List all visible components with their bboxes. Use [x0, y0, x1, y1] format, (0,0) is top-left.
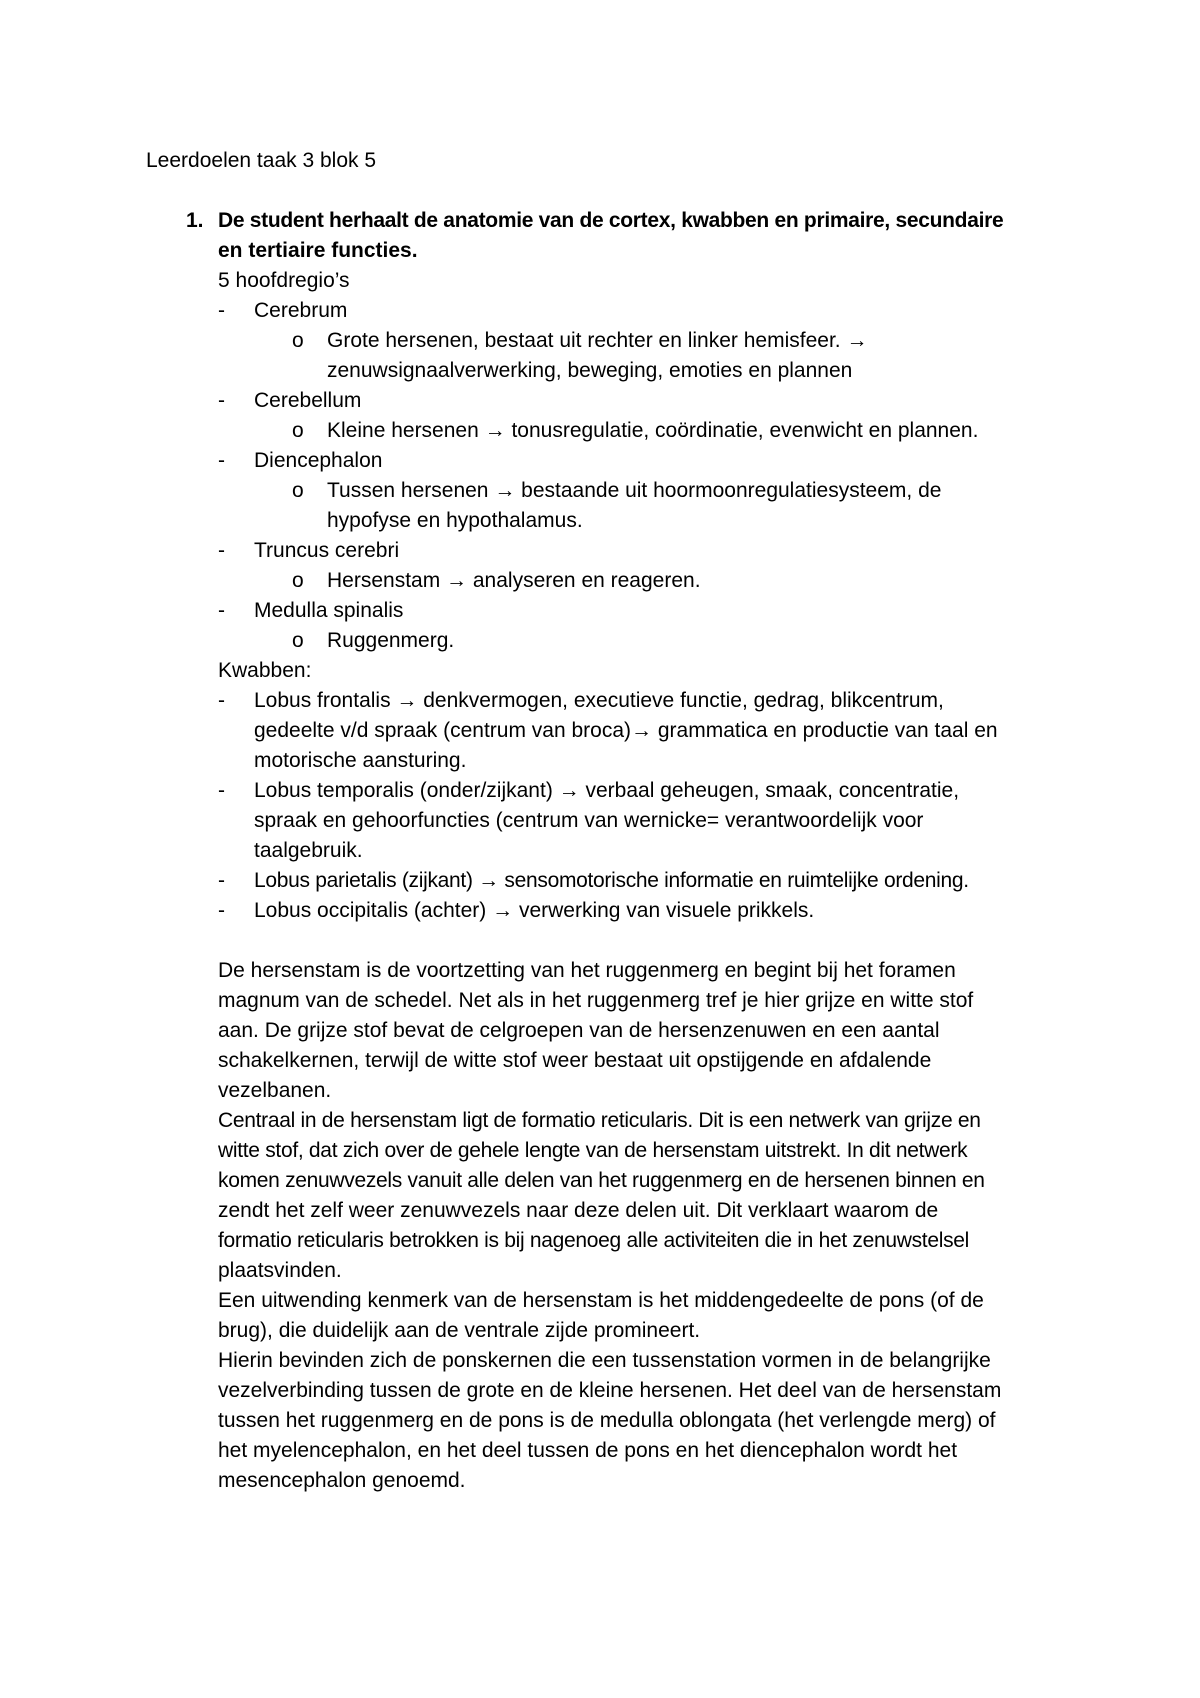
dash-bullet: - — [218, 389, 225, 412]
paragraph-line: zendt het zelf weer zenuwvezels naar deze delen uit. Dit verklaart waarom de — [218, 1199, 939, 1222]
circle-bullet: o — [292, 569, 304, 592]
region-diencephalon: Diencephalon — [254, 449, 383, 472]
dash-bullet: - — [218, 299, 225, 322]
paragraph-line: schakelkernen, terwijl de witte stof weer bestaat uit opstijgende en afdalende — [218, 1049, 932, 1072]
region-cerebrum: Cerebrum — [254, 299, 348, 322]
paragraph-line: aan. De grijze stof bevat de celgroepen van de hersenzenuwen en een aantal — [218, 1019, 940, 1042]
region-cerebrum-desc-2: zenuwsignaalverwerking, beweging, emoties en plannen — [327, 359, 853, 382]
paragraph-line: vezelbanen. — [218, 1079, 332, 1102]
dash-bullet: - — [218, 599, 225, 622]
paragraph-line: witte stof, dat zich over de gehele lengte van de hersenstam uitstrekt. In dit netwerk — [218, 1139, 968, 1162]
region-diencephalon-desc-1: Tussen hersenen → bestaande uit hoormoonregulatiesysteem, de — [327, 479, 942, 502]
dash-bullet: - — [218, 689, 225, 712]
objective-number: 1. — [186, 209, 204, 232]
paragraph-line: Hierin bevinden zich de ponskernen die een tussenstation vormen in de belangrijke — [218, 1349, 991, 1372]
circle-bullet: o — [292, 329, 304, 352]
dash-bullet: - — [218, 779, 225, 802]
region-cerebrum-desc-1: Grote hersenen, bestaat uit rechter en linker hemisfeer. → — [327, 329, 868, 352]
lobe-frontalis-line-1: Lobus frontalis → denkvermogen, executieve functie, gedrag, blikcentrum, — [254, 689, 944, 712]
paragraph-line: plaatsvinden. — [218, 1259, 342, 1282]
objective-line-2: en tertiaire functies. — [218, 239, 418, 262]
lobe-frontalis-line-2: gedeelte v/d spraak (centrum van broca)→ grammatica en productie van taal en — [254, 719, 998, 742]
dash-bullet: - — [218, 539, 225, 562]
circle-bullet: o — [292, 629, 304, 652]
objective-line-1: De student herhaalt de anatomie van de cortex, kwabben en primaire, secundaire — [218, 209, 1004, 232]
paragraph-line: het myelencephalon, en het deel tussen de pons en het diencephalon wordt het — [218, 1439, 958, 1462]
dash-bullet: - — [218, 449, 225, 472]
region-cerebellum: Cerebellum — [254, 389, 362, 412]
paragraph-line: mesencephalon genoemd. — [218, 1469, 466, 1492]
circle-bullet: o — [292, 479, 304, 502]
lobe-temporalis-line-2: spraak en gehoorfuncties (centrum van wernicke= verantwoordelijk voor — [254, 809, 924, 832]
paragraph-line: tussen het ruggenmerg en de pons is de medulla oblongata (het verlengde merg) of — [218, 1409, 996, 1432]
lobes-heading: Kwabben: — [218, 659, 312, 682]
region-cerebellum-desc: Kleine hersenen → tonusregulatie, coördinatie, evenwicht en plannen. — [327, 419, 979, 442]
circle-bullet: o — [292, 419, 304, 442]
region-truncus-cerebri: Truncus cerebri — [254, 539, 400, 562]
paragraph-line: magnum van de schedel. Net als in het ruggenmerg tref je hier grijze en witte stof — [218, 989, 974, 1012]
document-title: Leerdoelen taak 3 blok 5 — [146, 149, 377, 172]
paragraph-line: De hersenstam is de voortzetting van het ruggenmerg en begint bij het foramen — [218, 959, 956, 982]
region-medulla-spinalis: Medulla spinalis — [254, 599, 404, 622]
lobe-parietalis: Lobus parietalis (zijkant) → sensomotorische informatie en ruimtelijke ordening. — [254, 869, 969, 892]
lobe-temporalis-line-3: taalgebruik. — [254, 839, 363, 862]
dash-bullet: - — [218, 869, 225, 892]
lobe-frontalis-line-3: motorische aansturing. — [254, 749, 467, 772]
regions-heading: 5 hoofdregio’s — [218, 269, 350, 292]
region-medulla-spinalis-desc: Ruggenmerg. — [327, 629, 455, 652]
dash-bullet: - — [218, 899, 225, 922]
lobe-temporalis-line-1: Lobus temporalis (onder/zijkant) → verbaal geheugen, smaak, concentratie, — [254, 779, 960, 802]
paragraph-line: Centraal in de hersenstam ligt de formatio reticularis. Dit is een netwerk van grijze en — [218, 1109, 981, 1132]
paragraph-line: formatio reticularis betrokken is bij nagenoeg alle activiteiten die in het zenuwstelsel — [218, 1229, 970, 1252]
paragraph-line: vezelverbinding tussen de grote en de kleine hersenen. Het deel van de hersenstam — [218, 1379, 1002, 1402]
lobe-occipitalis: Lobus occipitalis (achter) → verwerking van visuele prikkels. — [254, 899, 815, 922]
region-diencephalon-desc-2: hypofyse en hypothalamus. — [327, 509, 583, 532]
paragraph-line: komen zenuwvezels vanuit alle delen van het ruggenmerg en de hersenen binnen en — [218, 1169, 985, 1192]
region-truncus-cerebri-desc: Hersenstam → analyseren en reageren. — [327, 569, 701, 592]
paragraph-line: brug), die duidelijk aan de ventrale zijde promineert. — [218, 1319, 701, 1342]
paragraph-line: Een uitwending kenmerk van de hersenstam is het middengedeelte de pons (of de — [218, 1289, 984, 1312]
